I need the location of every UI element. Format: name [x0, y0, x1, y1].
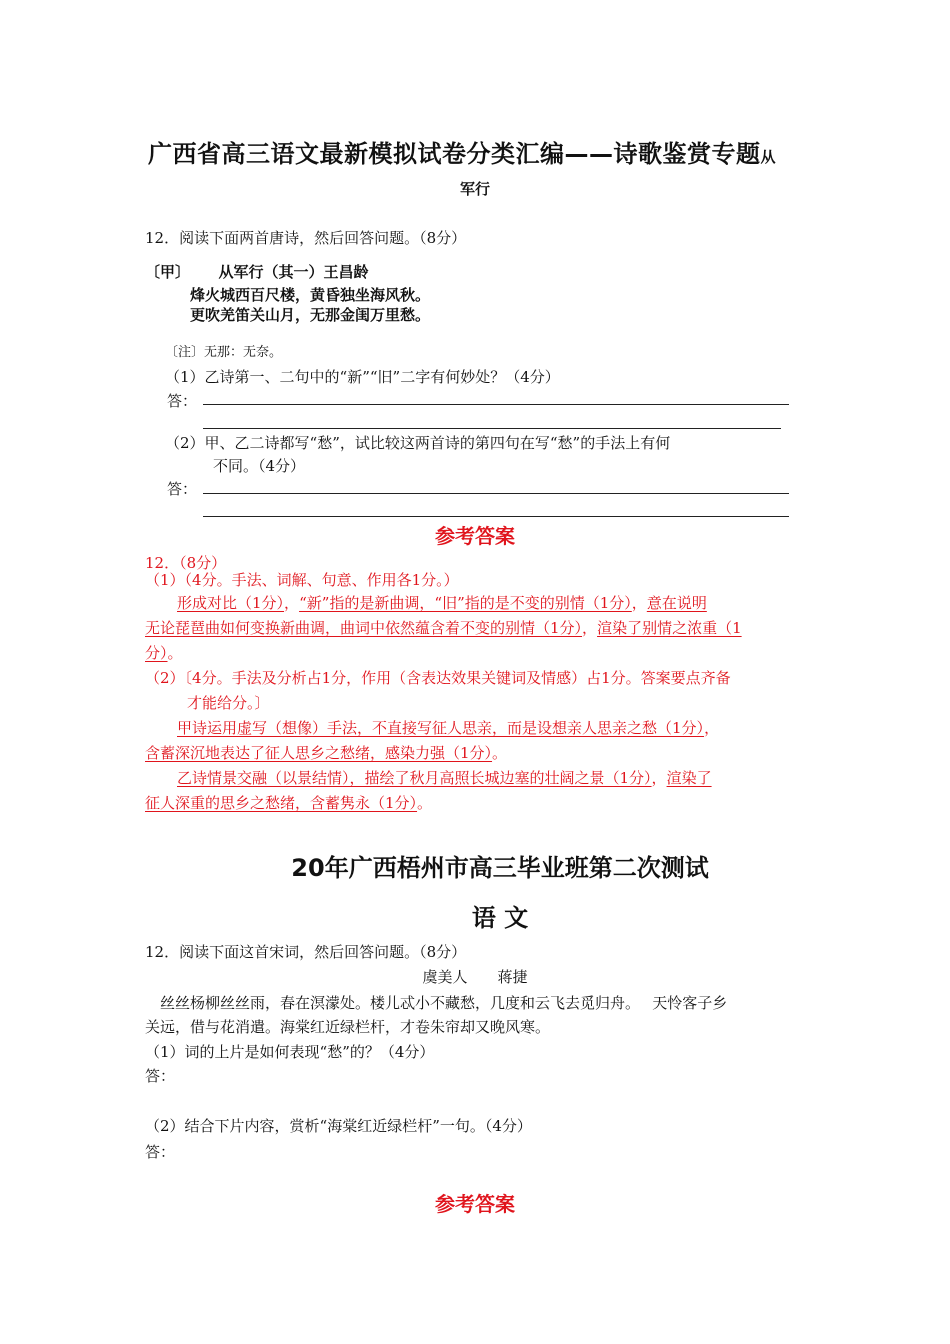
section2-answer-label-2: 答：	[145, 1143, 176, 1161]
answer-2-heading-line1: （2）〔4分。手法及分析占1分，作用（含表达效果关键词及情感）占1分。答案要点齐备	[145, 669, 731, 687]
answer-2-line2: 含蓄深沉地表达了征人思乡之愁绪，感染力强（1分）。	[145, 744, 508, 762]
poem-jia-title: 从军行（其一）王昌龄	[218, 263, 369, 281]
answer-1-line2: 无论琵琶曲如何变换新曲调，曲词中依然蕴含着不变的别情（1分），渲染了别情之浓重（1	[145, 619, 742, 637]
section2-poem-line2: 关远，借与花消遣。海棠红近绿栏杆，才卷朱帘却又晚风寒。	[145, 1018, 551, 1036]
answer-1-line3: 分）。	[145, 644, 183, 662]
answer-2-line4: 征人深重的思乡之愁绪，含蓄隽永（1分）。	[145, 794, 433, 812]
section2-question-2: （2）结合下片内容，赏析“海棠红近绿栏杆”一句。（4分）	[145, 1117, 532, 1135]
poem-note: 〔注〕无那：无奈。	[165, 345, 283, 360]
reference-answer-title: 参考答案	[435, 524, 515, 548]
section2-poem-line1: 丝丝杨柳丝丝雨，春在溟濛处。楼儿忒小不藏愁，几度和云飞去觅归舟。 天怜客子乡	[160, 994, 728, 1012]
document-title-line2: 军行	[459, 180, 490, 198]
section2-question-1: （1）词的上片是如何表现“愁”的？（4分）	[145, 1043, 435, 1061]
answer-2-line1: 甲诗运用虚写（想像）手法，不直接写征人思亲，而是设想亲人思亲之愁（1分），	[177, 719, 720, 737]
poem-jia-heading	[145, 260, 369, 284]
answer-label-1: 答：	[167, 392, 198, 410]
section2-question-intro: 12．阅读下面这首宋词，然后回答问题。（8分）	[145, 943, 467, 961]
answer-12-heading: 12．（8分）	[145, 554, 227, 572]
document-title-tail: 从	[760, 148, 777, 166]
section2-answer-label-1: 答：	[145, 1067, 176, 1085]
answer-1-heading: （1）（4分。手法、词解、句意、作用各1分。）	[145, 571, 459, 589]
section2-title: 20年广西梧州市高三毕业班第二次测试	[291, 854, 709, 882]
question-2-line2: 不同。（4分）	[213, 457, 306, 475]
document-title	[148, 134, 776, 169]
answer-label-2: 答：	[167, 480, 198, 498]
answer-1-line1: 形成对比（1分），“新”指的是新曲调，“旧”指的是不变的别情（1分），意在说明	[177, 594, 707, 612]
answer-line	[203, 493, 789, 494]
section2-poem-title: 虞美人 蒋捷	[422, 968, 528, 986]
poem-jia-line2: 更吹羌笛关山月，无那金闺万里愁。	[190, 306, 431, 324]
section2-reference-answer-title: 参考答案	[435, 1192, 515, 1216]
document-title-main: 广西省高三语文最新模拟试卷分类汇编——诗歌鉴赏专题	[148, 140, 761, 168]
section2-subtitle: 语 文	[471, 904, 529, 932]
answer-2-heading-line2: 才能给分。〕	[187, 694, 270, 712]
answer-line	[203, 428, 781, 429]
answer-2-line3: 乙诗情景交融（以景结情），描绘了秋月高照长城边塞的壮阔之景（1分），渲染了	[177, 769, 712, 787]
answer-line	[203, 516, 789, 517]
answer-line	[203, 404, 789, 405]
question-12-intro: 12．阅读下面两首唐诗，然后回答问题。（8分）	[145, 229, 467, 247]
poem-jia-line1: 烽火城西百尺楼，黄昏独坐海风秋。	[190, 286, 431, 304]
question-2-line1: （2）甲、乙二诗都写“愁”，试比较这两首诗的第四句在写“愁”的手法上有何	[165, 434, 671, 452]
question-1: （1）乙诗第一、二句中的“新”“旧”二字有何妙处？（4分）	[165, 368, 560, 386]
poem-jia-label: 〔甲〕	[145, 263, 191, 281]
